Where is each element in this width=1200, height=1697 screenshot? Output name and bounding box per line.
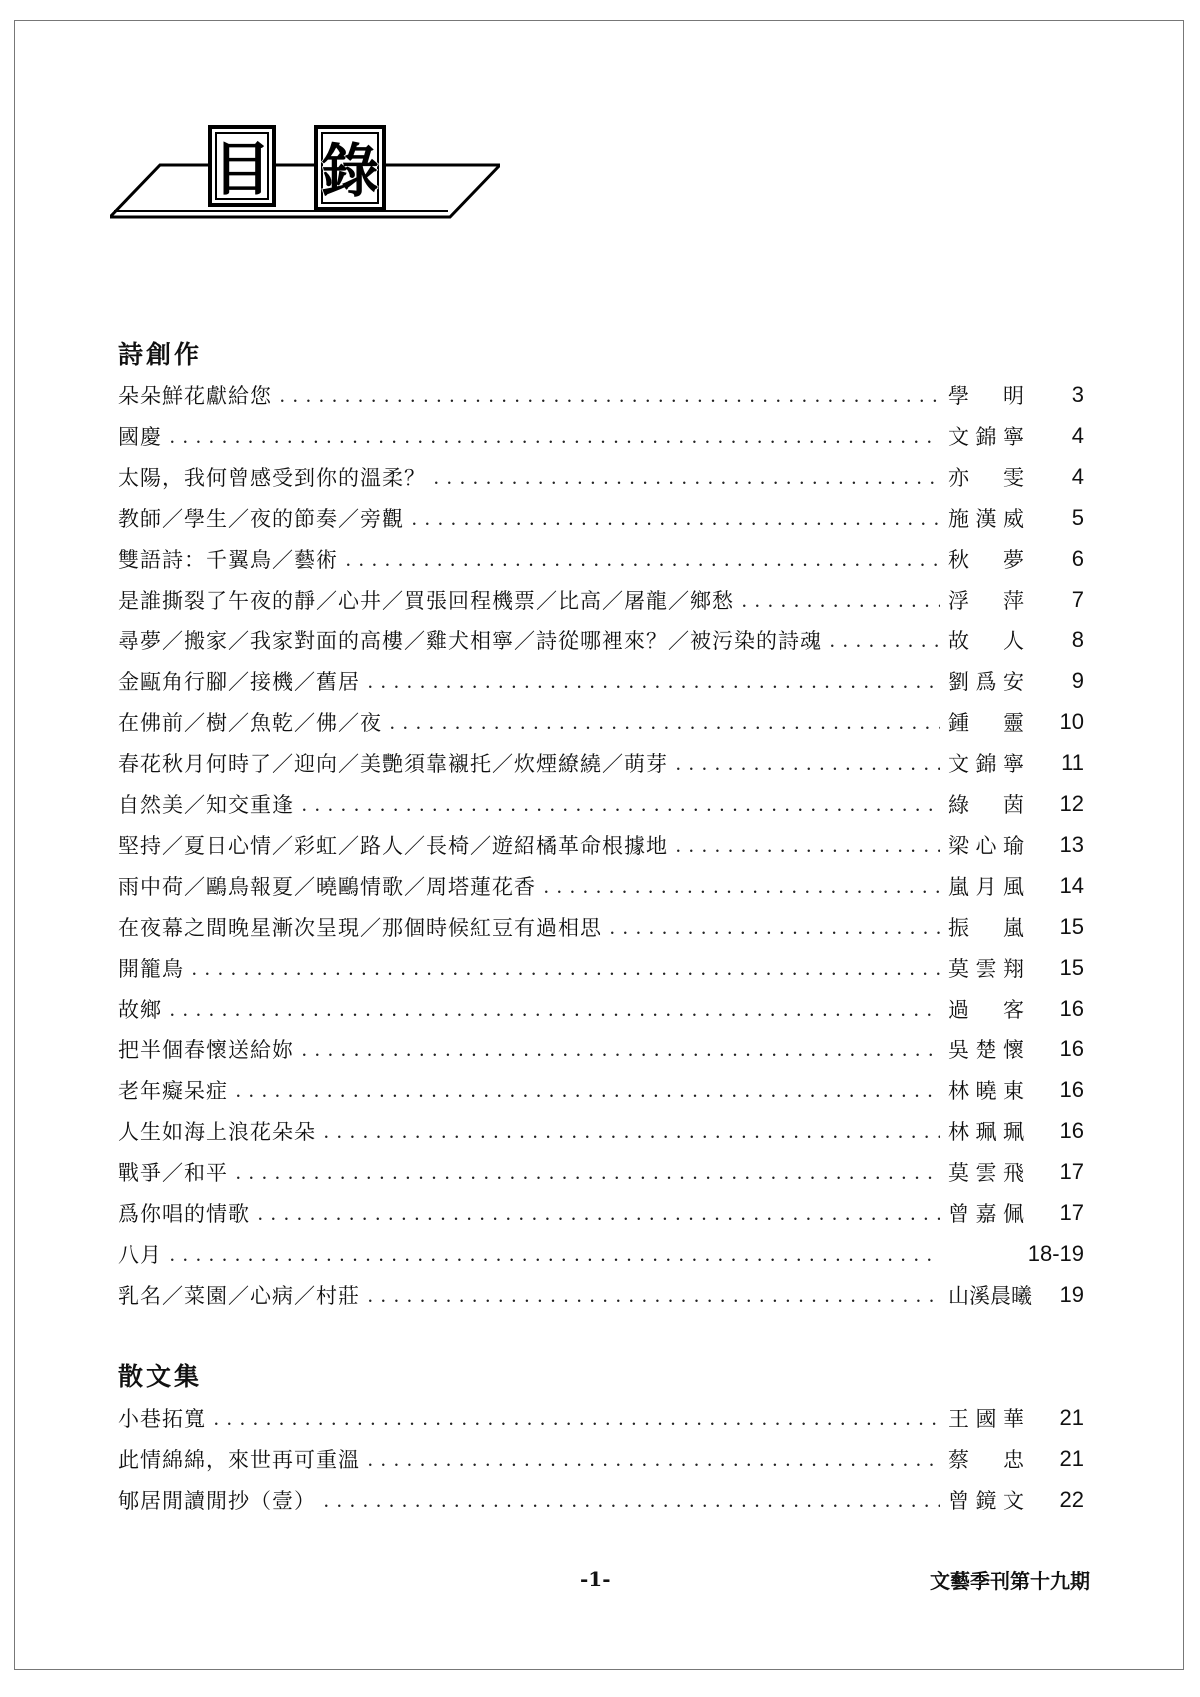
toc-entry-title: 在夜幕之間晚星漸次呈現／那個時候紅豆有過相思 bbox=[118, 915, 602, 940]
toc-entry-author: 過客 bbox=[948, 997, 1024, 1022]
toc-entry-author: 梁心瑜 bbox=[948, 833, 1024, 858]
toc-entry[interactable] bbox=[118, 1193, 1084, 1233]
toc-entry-author: 浮萍 bbox=[948, 588, 1024, 613]
toc-entry-author: 施漢威 bbox=[948, 506, 1024, 531]
footer-magazine-title: 文藝季刊第十九期 bbox=[930, 1571, 1090, 1593]
toc-entry[interactable] bbox=[118, 1234, 1084, 1274]
section-title-poetry: 詩創作 bbox=[118, 340, 203, 369]
toc-entry-page: 22 bbox=[1059, 1487, 1084, 1512]
toc-entry-title: 爲你唱的情歌 bbox=[118, 1202, 250, 1226]
toc-entry-author: 秋夢 bbox=[948, 547, 1024, 572]
toc-leader-dots bbox=[346, 547, 940, 571]
toc-leader-dots bbox=[676, 751, 940, 775]
toc-entry-page: 15 bbox=[1059, 954, 1084, 980]
toc-entry-title: 小巷拓寬 bbox=[118, 1407, 206, 1431]
toc-entry[interactable] bbox=[118, 620, 1084, 660]
toc-entry-author: 莫雲飛 bbox=[948, 1161, 1024, 1186]
toc-entry[interactable] bbox=[118, 1152, 1084, 1192]
toc-leader-dots bbox=[192, 956, 940, 980]
toc-entry-author: 吳楚懷 bbox=[948, 1038, 1024, 1063]
toc-entry-title: 國慶 bbox=[118, 424, 162, 449]
toc-leader-dots bbox=[368, 669, 940, 693]
toc-entry-author: 蔡忠 bbox=[948, 1448, 1024, 1472]
toc-entry-author: 莫雲翔 bbox=[948, 956, 1024, 981]
toc-entry-author: 鍾靈 bbox=[948, 711, 1024, 736]
toc-leader-dots bbox=[742, 588, 940, 612]
toc-entry[interactable] bbox=[118, 1439, 1084, 1479]
toc-entry-author: 林珮珮 bbox=[948, 1120, 1024, 1145]
toc-entry[interactable] bbox=[118, 989, 1084, 1029]
toc-entry-title: 開籠鳥 bbox=[118, 956, 184, 981]
toc-entry[interactable] bbox=[118, 1029, 1084, 1069]
toc-title-logo bbox=[110, 125, 500, 255]
toc-leader-dots bbox=[390, 710, 940, 734]
toc-entry-page: 17 bbox=[1059, 1200, 1084, 1225]
toc-leader-dots bbox=[170, 424, 940, 448]
toc-entry-title: 教師／學生／夜的節奏／旁觀 bbox=[118, 506, 404, 531]
toc-entry[interactable] bbox=[118, 457, 1084, 497]
toc-entry[interactable] bbox=[118, 1111, 1084, 1151]
toc-entry[interactable] bbox=[118, 1480, 1084, 1520]
toc-entry[interactable] bbox=[118, 498, 1084, 538]
toc-leader-dots bbox=[170, 1242, 940, 1266]
toc-entry[interactable] bbox=[118, 1070, 1084, 1110]
toc-entry-title: 人生如海上浪花朵朵 bbox=[118, 1120, 316, 1145]
toc-entry-page: 19 bbox=[1059, 1281, 1084, 1307]
toc-entry-title: 自然美／知交重逢 bbox=[118, 793, 294, 817]
toc-entry[interactable] bbox=[118, 580, 1084, 620]
toc-entry-page: 6 bbox=[1071, 545, 1084, 571]
toc-entry-title: 春花秋月何時了／迎向／美艷須靠襯托／炊煙繚繞／萌芽 bbox=[118, 752, 668, 777]
toc-entry-title: 把半個春懷送給妳 bbox=[118, 1038, 294, 1063]
toc-entry-page: 16 bbox=[1059, 1036, 1084, 1062]
footer-page-number: -1- bbox=[580, 1567, 611, 1591]
toc-entry-page: 10 bbox=[1059, 709, 1084, 735]
toc-entry-title: 老年癡呆症 bbox=[118, 1079, 228, 1104]
toc-entry-title: 乳名／菜園／心病／村莊 bbox=[118, 1283, 360, 1308]
toc-entry-title: 堅持／夏日心情／彩虹／路人／長椅／遊紹橘革命根據地 bbox=[118, 833, 668, 858]
toc-entry-author: 嵐月風 bbox=[948, 874, 1024, 899]
toc-entry-title: 金甌角行腳／接機／舊居 bbox=[118, 670, 360, 695]
toc-entry[interactable] bbox=[118, 743, 1084, 783]
toc-entry-author: 王國華 bbox=[948, 1407, 1024, 1431]
toc-leader-dots bbox=[258, 1201, 940, 1225]
toc-leader-dots bbox=[324, 1488, 940, 1512]
toc-entry-page: 16 bbox=[1059, 1118, 1084, 1144]
toc-entry[interactable] bbox=[118, 866, 1084, 906]
toc-entry-page: 9 bbox=[1071, 668, 1084, 694]
toc-leader-dots bbox=[214, 1406, 940, 1430]
toc-leader-dots bbox=[676, 833, 940, 857]
logo-char-2: 錄 bbox=[320, 137, 380, 205]
toc-entry[interactable] bbox=[118, 702, 1084, 742]
toc-entry-author: 曾嘉佩 bbox=[948, 1202, 1024, 1226]
toc-entry-page: 21 bbox=[1059, 1405, 1084, 1430]
toc-entry[interactable] bbox=[118, 907, 1084, 947]
toc-entry-page: 17 bbox=[1059, 1159, 1084, 1185]
toc-entry[interactable] bbox=[118, 416, 1084, 456]
toc-entry-page: 8 bbox=[1071, 627, 1084, 653]
toc-leader-dots bbox=[544, 874, 940, 898]
toc-entry-title: 八月 bbox=[118, 1242, 162, 1267]
toc-leader-dots bbox=[368, 1283, 940, 1307]
toc-entry[interactable] bbox=[118, 825, 1084, 865]
toc-entry-title: 雙語詩：千翼鳥／藝術 bbox=[118, 547, 338, 572]
logo-parallelogram bbox=[110, 165, 500, 217]
toc-leader-dots bbox=[280, 383, 940, 407]
toc-entry[interactable] bbox=[118, 1275, 1084, 1315]
toc-entry-title: 雨中荷／鷗鳥報夏／曉鷗情歌／周塔蓮花香 bbox=[118, 874, 536, 899]
toc-entry-page: 16 bbox=[1059, 995, 1084, 1021]
toc-entry-page: 16 bbox=[1059, 1077, 1084, 1103]
toc-entry-author: 劉爲安 bbox=[948, 670, 1024, 695]
toc-entry[interactable] bbox=[118, 784, 1084, 824]
toc-entry-page: 18-19 bbox=[1027, 1240, 1084, 1266]
toc-entry-page: 21 bbox=[1059, 1446, 1084, 1471]
toc-entry-author: 亦雯 bbox=[948, 465, 1024, 490]
toc-entry-page: 13 bbox=[1059, 831, 1084, 857]
toc-entry-page: 14 bbox=[1059, 872, 1084, 898]
toc-entry-page: 15 bbox=[1059, 913, 1084, 939]
toc-entry-author: 綠茵 bbox=[948, 793, 1024, 817]
toc-leader-dots bbox=[302, 792, 940, 816]
toc-leader-dots bbox=[434, 465, 940, 489]
toc-entry-page: 5 bbox=[1071, 504, 1084, 530]
toc-entry-title: 故鄉 bbox=[118, 997, 162, 1022]
toc-entry-page: 12 bbox=[1059, 791, 1084, 816]
toc-entry-title: 尋夢／搬家／我家對面的高樓／雞犬相寧／詩從哪裡來？／被污染的詩魂 bbox=[118, 629, 822, 654]
toc-entry-author: 林曉東 bbox=[948, 1079, 1024, 1104]
toc-leader-dots bbox=[324, 1119, 940, 1143]
toc-leader-dots bbox=[368, 1447, 940, 1471]
toc-entry-title: 戰爭／和平 bbox=[118, 1161, 228, 1186]
toc-entry-page: 11 bbox=[1061, 750, 1084, 776]
toc-leader-dots bbox=[236, 1160, 940, 1184]
logo-char-1: 目 bbox=[212, 135, 272, 203]
toc-entry-author: 文錦寧 bbox=[948, 424, 1024, 449]
toc-entry-page: 4 bbox=[1071, 463, 1084, 489]
toc-entry-title: 是誰撕裂了午夜的靜／心井／買張回程機票／比高／屠龍／鄉愁 bbox=[118, 588, 734, 613]
toc-entry-author: 文錦寧 bbox=[948, 752, 1024, 777]
toc-leader-dots bbox=[830, 628, 940, 652]
toc-leader-dots bbox=[302, 1037, 940, 1061]
toc-entry-author: 學明 bbox=[948, 384, 1024, 408]
toc-entry-author: 故人 bbox=[948, 629, 1024, 654]
toc-entry[interactable] bbox=[118, 375, 1084, 415]
toc-entry-author: 曾鏡文 bbox=[948, 1489, 1024, 1513]
toc-entry-title: 太陽，我何曾感受到你的溫柔？ bbox=[118, 465, 426, 490]
toc-entry-title: 在佛前／樹／魚乾／佛／夜 bbox=[118, 711, 382, 736]
toc-leader-dots bbox=[236, 1078, 940, 1102]
toc-leader-dots bbox=[170, 997, 940, 1021]
toc-entry[interactable] bbox=[118, 539, 1084, 579]
toc-entry-title: 此情綿綿，來世再可重溫 bbox=[118, 1448, 360, 1472]
toc-entry-title: 郇居閒讀閒抄（壹） bbox=[118, 1489, 316, 1513]
toc-entry-author: 振嵐 bbox=[948, 915, 1024, 940]
toc-entry-title: 朵朵鮮花獻給您 bbox=[118, 384, 272, 408]
toc-entry[interactable] bbox=[118, 1398, 1084, 1438]
section-title-prose: 散文集 bbox=[118, 1362, 203, 1391]
toc-entry[interactable] bbox=[118, 661, 1084, 701]
toc-entry-page: 7 bbox=[1071, 586, 1084, 612]
toc-entry-page: 4 bbox=[1071, 422, 1084, 448]
toc-leader-dots bbox=[610, 915, 940, 939]
toc-leader-dots bbox=[412, 506, 940, 530]
toc-entry[interactable] bbox=[118, 948, 1084, 988]
toc-entry-page: 3 bbox=[1071, 382, 1084, 407]
toc-entry-author: 山溪晨曦 bbox=[948, 1283, 1032, 1308]
